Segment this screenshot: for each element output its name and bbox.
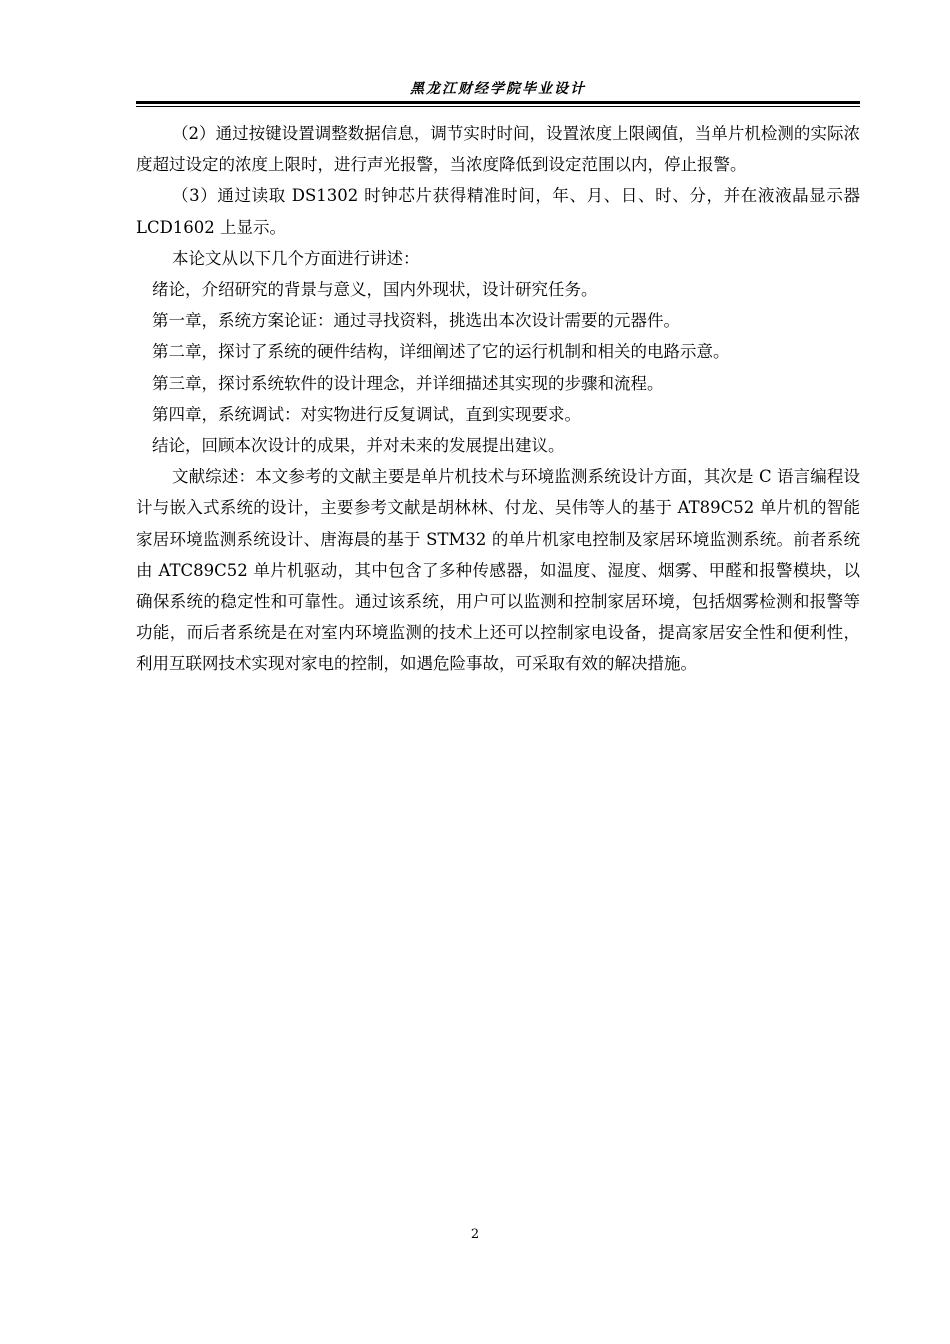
paragraph-literature-review: 文献综述：本文参考的文献主要是单片机技术与环境监测系统设计方面，其次是 C 语言编程设计与嵌入式系统的设计，主要参考文献是胡林林、付龙、吴伟等人的基于 AT89C52 单片机的智能家居环境监测系统设计、唐海晨的基于 STM32 的单片机家电控制及家居环境监测系统。前者系统由 ATC89C52 单片机驱动，其中包含了多种传感器，如温度、湿度、烟雾、甲醛和报警模块，以确保系统的稳定性和可靠性。通过该系统，用户可以监测和控制家居环境，包括烟雾检测和报警等功能，而后者系统是在对室内环境监测的技术上还可以控制家电设备，提高家居安全性和便利性，利用互联网技术实现对家电的控制，如遇危险事故，可采取有效的解决措施。 xyxy=(136,467,860,674)
page-header-title: 黑龙江财经学院毕业设计 xyxy=(410,81,586,97)
page-number: 2 xyxy=(470,1227,480,1242)
paragraph-outline-chapter-2: 第二章，探讨了系统的硬件结构，详细阐述了它的运行机制和相关的电路示意。 xyxy=(152,342,730,362)
page-body xyxy=(136,118,860,680)
paragraph-outline-conclusion: 结论，回顾本次设计的成果，并对未来的发展提出建议。 xyxy=(152,436,565,456)
paragraph-outline-chapter-3: 第三章，探讨系统软件的设计理念，并详细描述其实现的步骤和流程。 xyxy=(152,373,664,393)
header-rule-thin xyxy=(136,106,860,107)
paragraph-outline-chapter-4: 第四章，系统调试：对实物进行反复调试，直到实现要求。 xyxy=(152,404,581,424)
paragraph-outline-intro-chapter: 绪论，介绍研究的背景与意义，国内外现状，设计研究任务。 xyxy=(152,280,598,300)
paragraph-outline-chapter-1: 第一章，系统方案论证：通过寻找资料，挑选出本次设计需要的元器件。 xyxy=(152,311,680,331)
paragraph-item-2: （2）通过按键设置调整数据信息，调节实时时间，设置浓度上限阈值，当单片机检测的实际浓度超过设定的浓度上限时，进行声光报警，当浓度降低到设定范围以内，停止报警。 xyxy=(136,124,860,175)
header-rule-thick xyxy=(136,101,860,104)
paragraph-item-3: （3）通过读取 DS1302 时钟芯片获得精准时间，年、月、日、时、分，并在液液晶显示器 LCD1602 上显示。 xyxy=(136,186,860,237)
paragraph-outline-intro: 本论文从以下几个方面进行讲述： xyxy=(172,248,420,268)
